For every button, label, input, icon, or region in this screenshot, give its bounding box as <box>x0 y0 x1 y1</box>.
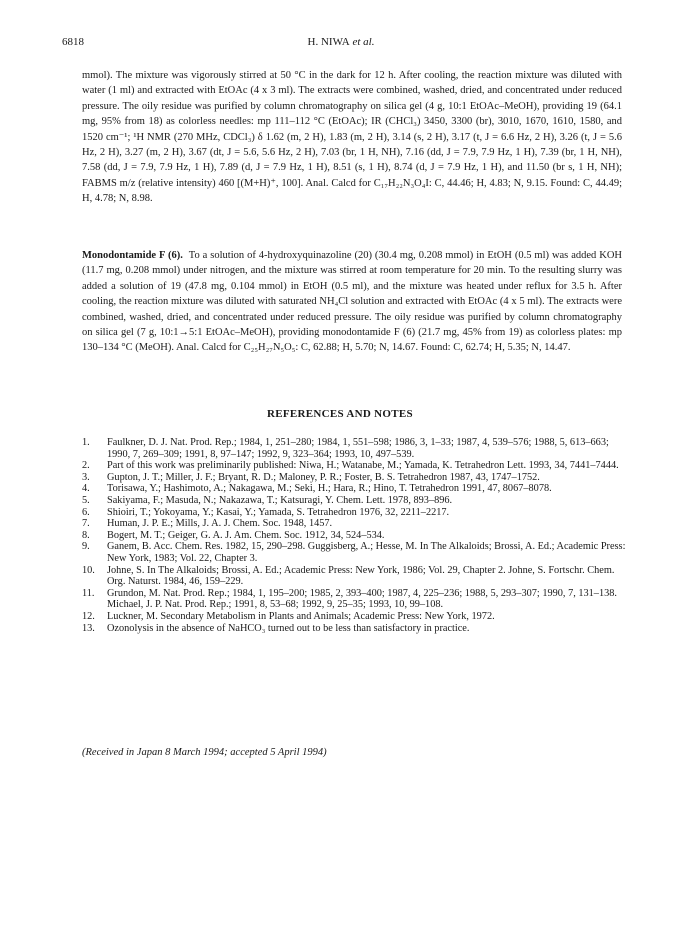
reference-item <box>82 472 627 484</box>
reference-text: Grundon, M. Nat. Prod. Rep.; 1984, 1, 195–200; 1985, 2, 393–400; 1987, 4, 225–236; 1988, 5, 293–307; 1990, 7, 131–138. Michael, J. P. Nat. Prod. Rep.; 1991, 8, 53–68; 1992, 9, 25–35; 1993, 10, 99–108. <box>107 587 617 611</box>
experimental-paragraph-2 <box>82 248 622 356</box>
reference-number: 12. <box>82 610 95 622</box>
page-header <box>62 36 620 52</box>
reference-number: 9. <box>82 541 90 553</box>
reference-text: Part of this work was preliminarily published: Niwa, H.; Watanabe, M.; Yamada, K. Tetrahedron Lett. 1993, 34, 7441–7444. <box>107 460 619 472</box>
reference-text: Torisawa, Y.; Hashimoto, A.; Nakagawa, M.; Seki, H.; Hara, R.; Hino, T. Tetrahedron 1991, 47, 8067–8078. <box>107 483 552 495</box>
reference-number: 10. <box>82 564 95 576</box>
reference-number: 2. <box>82 460 90 472</box>
reference-text: Bogert, M. T.; Geiger, G. A. J. Am. Chem. Soc. 1912, 34, 524–534. <box>107 529 385 541</box>
reference-number: 3. <box>82 471 90 483</box>
received-note: (Received in Japan 8 March 1994; accepted 5 April 1994) <box>82 747 327 758</box>
page-number: 6818 <box>62 36 84 48</box>
reference-item <box>82 483 627 495</box>
running-head <box>62 36 620 48</box>
reference-number: 8. <box>82 529 90 541</box>
experimental-paragraph-1 <box>82 68 622 207</box>
compound-heading: Monodontamide F (6). <box>82 250 183 261</box>
reference-text: Sakiyama, F.; Masuda, N.; Nakazawa, T.; Katsuragi, Y. Chem. Lett. 1978, 893–896. <box>107 494 453 506</box>
reference-text: Ganem, B. Acc. Chem. Res. 1982, 15, 290–298. Guggisberg, A.; Hesse, M. In The Alkaloids; Brossi, A. Ed.; Academic Press: New York, 1983; Vol. 22, Chapter 3. <box>107 541 626 564</box>
reference-item <box>82 437 627 460</box>
reference-text: Gupton, J. T.; Miller, J. F.; Bryant, R. D.; Maloney, P. R.; Foster, B. S. Tetrahedron 1987, 43, 1747–1752. <box>107 471 540 483</box>
references-list <box>82 437 627 634</box>
reference-text: Ozonolysis in the absence of NaHCO₃ turned out to be less than satisfactory in practice. <box>107 622 470 634</box>
reference-text: Luckner, M. Secondary Metabolism in Plants and Animals; Academic Press: New York, 1972. <box>107 610 495 622</box>
reference-item <box>82 623 627 635</box>
reference-number: 13. <box>82 622 95 634</box>
reference-item <box>82 530 627 542</box>
reference-number: 4. <box>82 483 90 495</box>
reference-number: 1. <box>82 437 90 448</box>
reference-item <box>82 460 627 472</box>
paragraph-2-text: To a solution of 4-hydroxyquinazoline (20) (30.4 mg, 0.208 mmol) in EtOH (0.5 ml) was added KOH (11.7 mg, 0.208 mmol) under nitrogen, and the mixture was stirred at room temperature for 20 min. To the resulting slurry was added a solution of 19 (47.8 mg, 0.104 mmol) in EtOH (0.5 ml), and the mixture was heated under reflux for 3.5 h. After cooling, the reaction mixture was diluted with saturated NH₄Cl solution and extracted with EtOAc (4 x 5 ml). The extracts were combined, washed, dried, and concentrated under reduced pressure. The oily residue was purified by column chromatography on silica gel (7 g, 10:1→5:1 EtOAc–MeOH), providing monodontamide F (6) (21.7 mg, 45% from 19) as colorless plates: mp 130–134 °C (MeOH). Anal. Calcd for C₂₅H₂₇N₅O₅: C, 62.88; H, 5.70; N, 14.67. Found: C, 62.74; H, 5.35; N, 14.47. <box>82 250 622 354</box>
references-heading: REFERENCES AND NOTES <box>267 408 413 420</box>
author-smallcaps: IWA <box>328 36 350 48</box>
reference-text: Johne, S. In The Alkaloids; Brossi, A. Ed.; Academic Press: New York, 1986; Vol. 29, Chapter 2. Johne, S. Fortschr. Chem. Org. Naturst. 1984, 46, 159–229. <box>107 564 615 588</box>
reference-item <box>82 565 627 588</box>
reference-item <box>82 495 627 507</box>
reference-number: 6. <box>82 506 90 518</box>
reference-item <box>82 507 627 519</box>
reference-text: Human, J. P. E.; Mills, J. A. J. Chem. Soc. 1948, 1457. <box>107 518 333 530</box>
author-prefix: H. N <box>307 36 329 48</box>
reference-number: 7. <box>82 518 90 530</box>
reference-item <box>82 588 627 611</box>
reference-number: 5. <box>82 494 90 506</box>
reference-item <box>82 541 627 564</box>
reference-number: 11. <box>82 587 95 599</box>
reference-text: Shioiri, T.; Yokoyama, Y.; Kasai, Y.; Yamada, S. Tetrahedron 1976, 32, 2211–2217. <box>107 506 450 518</box>
author-suffix: et al. <box>352 36 375 48</box>
reference-item <box>82 518 627 530</box>
reference-item <box>82 611 627 623</box>
paragraph-1-text: mmol). The mixture was vigorously stirred at 50 °C in the dark for 12 h. After cooling, the reaction mixture was diluted with water (1 ml) and extracted with EtOAc (4 x 3 ml). The extracts were combined, washed, dried, and concentrated under reduced pressure. The oily residue was purified by column chromatography on silica gel (4 g, 10:1 EtOAc–MeOH), providing 19 (64.1 mg, 95% from 18) as colorless needles: mp 111–112 °C (EtOAc); IR (CHCl₃) 3450, 3300 (br), 3010, 1670, 1610, 1580, and 1520 cm⁻¹; ¹H NMR (270 MHz, CDCl₃) δ 1.62 (m, 2 H), 1.83 (m, 2 H), 3.14 (s, 2 H), 3.17 (t, J = 6.6 Hz, 2 H), 3.26 (t, J = 5.6 Hz, 2 H), 3.27 (m, 2 H), 3.67 (dt, J = 5.6, 5.6 Hz, 2 H), 7.03 (br, 1 H, NH), 7.16 (dd, J = 7.9, 7.9 Hz, 1 H), 7.39 (br, 1 H, NH), 7.58 (dd, J = 7.9, 7.9 Hz, 1 H), 7.89 (d, J = 7.9 Hz, 1 H), 8.51 (s, 1 H), 8.74 (d, J = 7.9 Hz, 1 H), and 11.50 (br s, 1 H, NH); FABMS m/z (relative intensity) 460 [(M+H)⁺, 100]. Anal. Calcd for C₁₇H₂₂N₃O₄I: C, 44.46; H, 4.83; N, 9.15. Found: C, 44.49; H, 4.78; N, 8.98. <box>82 70 622 205</box>
reference-text: Faulkner, D. J. Nat. Prod. Rep.; 1984, 1, 251–280; 1984, 1, 551–598; 1986, 3, 1–33; 1987, 4, 539–576; 1988, 5, 613–663; 1990, 7, 269–309; 1991, 8, 97–147; 1992, 9, 323–364; 1993, 10, 497–539. <box>107 437 609 460</box>
